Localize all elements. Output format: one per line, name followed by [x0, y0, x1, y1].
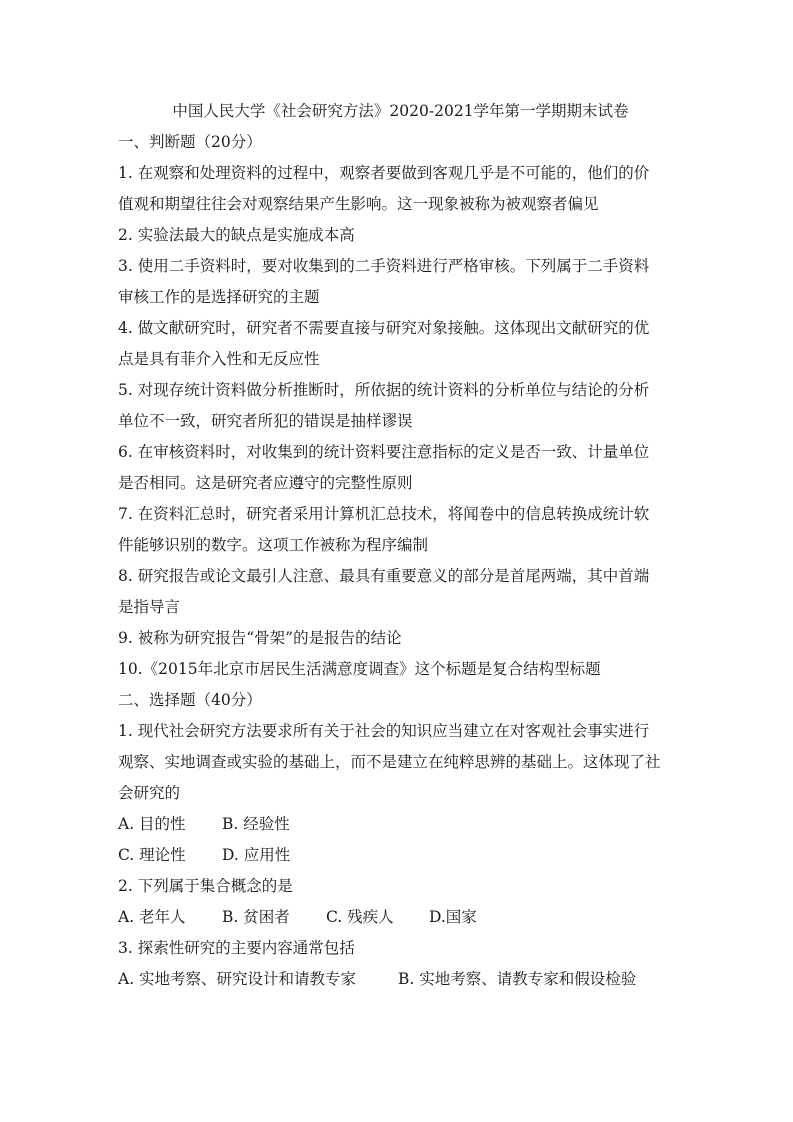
question-line: 5. 对现存统计资料做分析推断时，所依据的统计资料的分析单位与结论的分析	[118, 381, 650, 399]
question-line: 值观和期望往往会对观察结果产生影响。这一现象被称为被观察者偏见	[118, 195, 599, 213]
option-d: D.国家	[429, 908, 477, 926]
question-line: 点是具有菲介入性和无反应性	[118, 350, 320, 368]
section-heading: 一、判断题（20分）	[118, 133, 262, 151]
section-multiple-choice	[118, 685, 683, 995]
option-a: A. 实地考察、研究设计和请教专家	[118, 970, 357, 988]
question-line: 1. 在观察和处理资料的过程中，观察者要做到客观几乎是不可能的，他们的价	[118, 164, 650, 182]
question-line: 10.《2015年北京市居民生活满意度调查》这个标题是复合结构型标题	[118, 660, 601, 678]
option-row	[118, 964, 683, 995]
option-row	[118, 902, 683, 933]
section-heading: 二、选择题（40分）	[118, 691, 262, 709]
exam-title: 中国人民大学《社会研究方法》2020-2021学年第一学期期末试卷	[172, 102, 629, 120]
option-a: A. 老年人	[118, 908, 186, 926]
question-line: 件能够识别的数字。这项工作被称为程序编制	[118, 536, 429, 554]
section-true-false	[118, 127, 683, 685]
question-line: 3. 使用二手资料时，要对收集到的二手资料进行严格审核。下列属于二手资料	[118, 257, 650, 275]
question-line: 审核工作的是选择研究的主题	[118, 288, 320, 306]
question-line: 1. 现代社会研究方法要求所有关于社会的知识应当建立在对客观社会事实进行	[118, 722, 650, 740]
option-b: B. 贫困者	[222, 908, 290, 926]
question-line: 9. 被称为研究报告“骨架”的是报告的结论	[118, 629, 402, 647]
question-line: 观察、实地调查或实验的基础上，而不是建立在纯粹思辨的基础上。这体现了社	[118, 753, 661, 771]
option-row	[118, 809, 683, 840]
exam-page	[118, 96, 683, 995]
question-line: 7. 在资料汇总时，研究者采用计算机汇总技术，将闻卷中的信息转换成统计软	[118, 505, 650, 523]
option-b: B. 实地考察、请教专家和假设检验	[398, 970, 637, 988]
option-row	[118, 840, 683, 871]
question-line: 2. 实验法最大的缺点是实施成本高	[118, 226, 355, 244]
question-line: 会研究的	[118, 784, 181, 802]
question-line: 是指导言	[118, 598, 181, 616]
question-line: 4. 做文献研究时，研究者不需要直接与研究对象接触。这体现出文献研究的优	[118, 319, 650, 337]
option-c: C. 残疾人	[326, 908, 394, 926]
question-line: 8. 研究报告或论文最引人注意、最具有重要意义的部分是首尾两端，其中首端	[118, 567, 650, 585]
option-d: D. 应用性	[222, 846, 291, 864]
question-line: 是否相同。这是研究者应遵守的完整性原则	[118, 474, 413, 492]
option-c: C. 理论性	[118, 846, 186, 864]
question-line: 2. 下列属于集合概念的是	[118, 877, 293, 895]
question-line: 3. 探索性研究的主要内容通常包括	[118, 939, 355, 957]
option-a: A. 目的性	[118, 815, 186, 833]
question-line: 6. 在审核资料时，对收集到的统计资料要注意指标的定义是否一致、计量单位	[118, 443, 650, 461]
question-line: 单位不一致，研究者所犯的错误是抽样谬误	[118, 412, 413, 430]
option-b: B. 经验性	[222, 815, 290, 833]
